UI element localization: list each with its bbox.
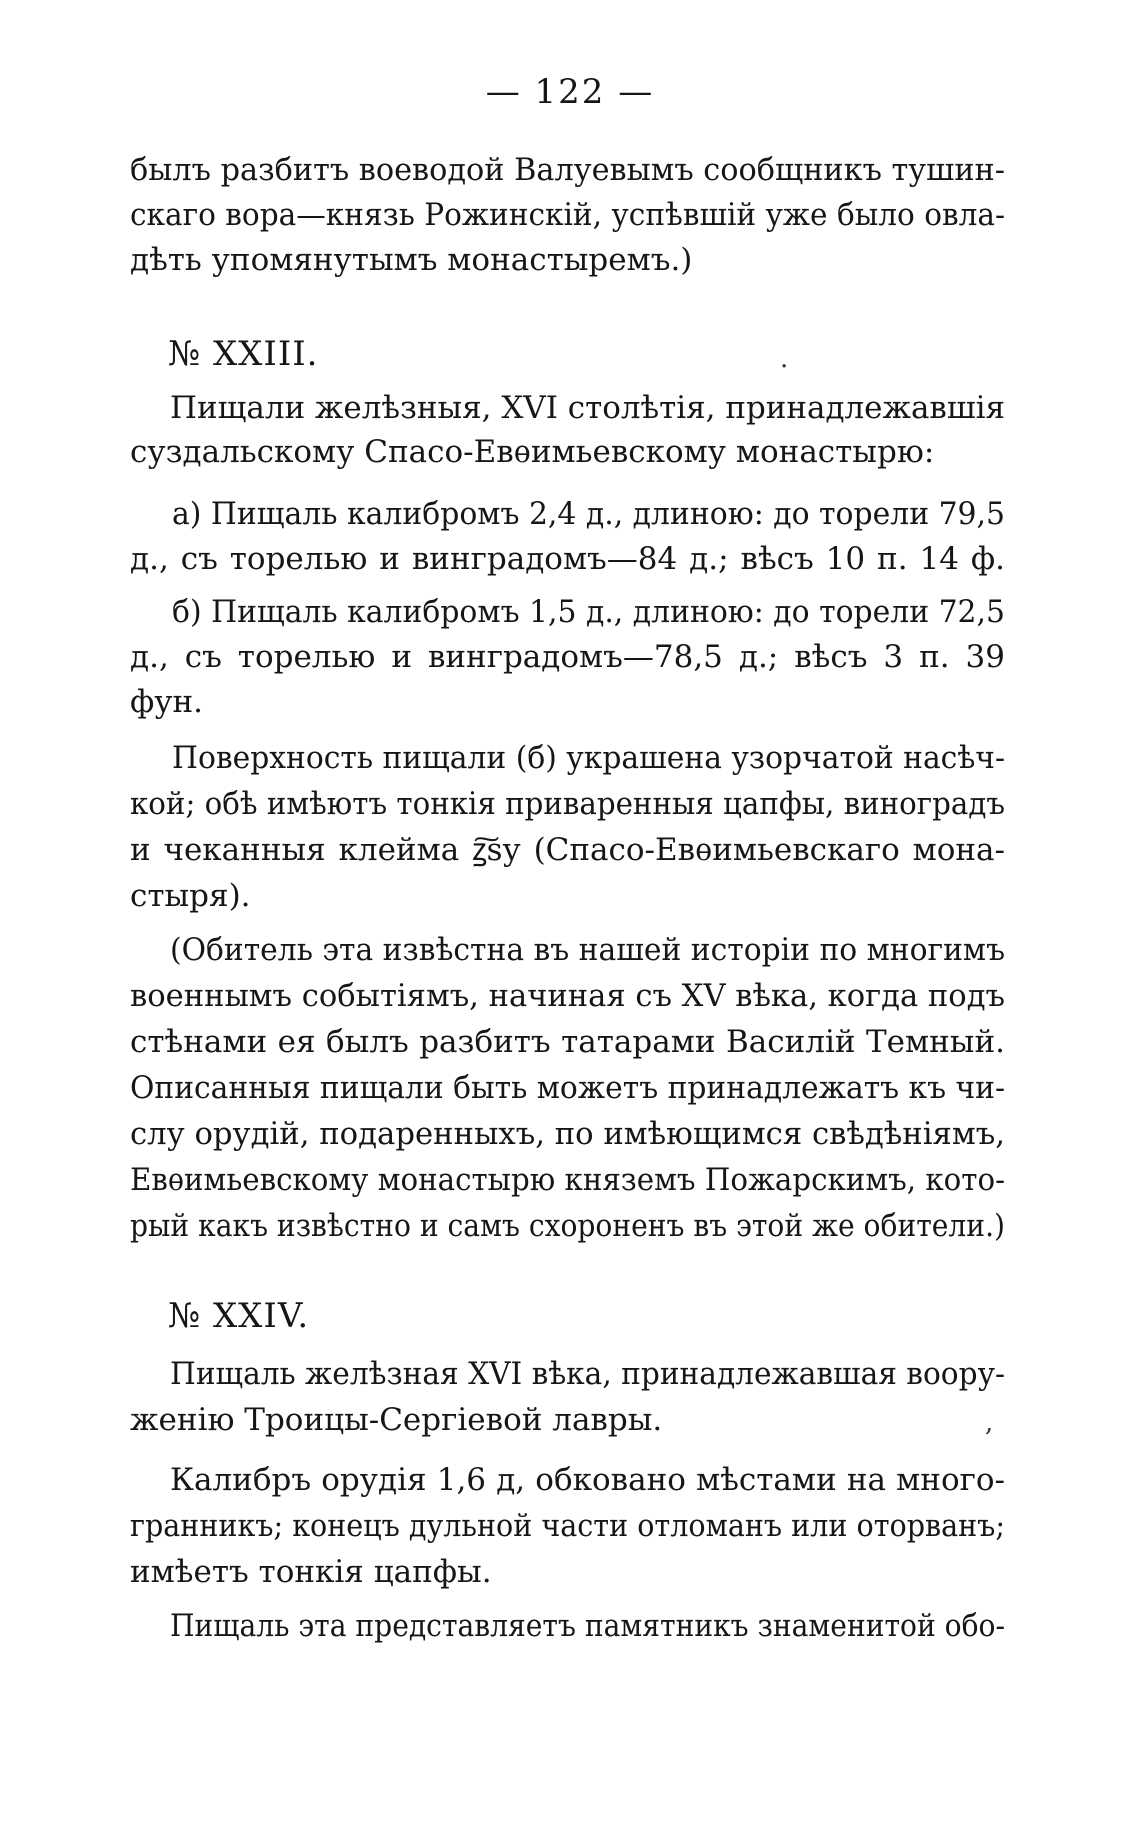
text-line: скаго вора—князь Рожинскій, успѣвшій уже было овла-	[130, 197, 1005, 233]
text-line: (Обитель эта извѣстна въ нашей исторіи по многимъ	[170, 932, 1005, 968]
page-number: — 122 —	[485, 72, 655, 112]
text-line: военнымъ событіямъ, начиная съ XV вѣка, когда подъ	[130, 978, 1005, 1014]
text-line: Пищали желѣзныя, XVI столѣтія, принадлежавшія	[170, 390, 1005, 426]
stray-comma: ,	[985, 1408, 994, 1438]
text-line: б) Пищаль калибромъ 1,5 д., длиною: до торели 72,5	[172, 594, 1005, 630]
text-line: гранникъ; конецъ дульной части отломанъ или оторванъ;	[130, 1508, 1005, 1544]
text-line: дѣть упомянутымъ монастыремъ.)	[130, 242, 693, 278]
text-line: а) Пищаль калибромъ 2,4 д., длиною: до торели 79,5	[172, 496, 1005, 532]
text-line: Пищаль эта представляетъ памятникъ знаменитой обо-	[170, 1608, 1005, 1644]
text-line: стѣнами ея былъ разбитъ татарами Василій Темный.	[130, 1024, 1005, 1060]
text-line: Калибръ орудія 1,6 д, обковано мѣстами на много-	[170, 1462, 1005, 1498]
text-line: д., съ торелью и винградомъ—84 д.; вѣсъ 10 п. 14 ф.	[130, 541, 1005, 577]
text-line: былъ разбитъ воеводой Валуевымъ сообщникъ тушин-	[130, 152, 1005, 188]
stray-dot: ·	[780, 352, 789, 382]
text-line: слу орудій, подаренныхъ, по имѣющимся свѣдѣніямъ,	[130, 1116, 1005, 1152]
text-line: Поверхность пищали (б) украшена узорчатой насѣч-	[172, 740, 1005, 776]
text-line: кой; обѣ имѣютъ тонкія приваренныя цапфы, виноградъ	[130, 786, 1005, 822]
text-line: стыря).	[130, 878, 251, 914]
text-line: имѣетъ тонкія цапфы.	[130, 1554, 492, 1590]
text-line: суздальскому Спасо-Евѳимьевскому монастырю:	[130, 434, 935, 470]
section-heading-xxiii: № XXIII.	[168, 334, 319, 374]
text-line: и чеканныя клейма ꙁ͠ѕу (Спасо-Евѳимьевскаго мона-	[130, 832, 1005, 868]
text-line: Евѳимьевскому монастырю княземъ Пожарскимъ, кото-	[130, 1162, 1005, 1198]
text-line: Описанныя пищали быть можетъ принадлежатъ къ чи-	[130, 1070, 1005, 1106]
text-line: рый какъ извѣстно и самъ схороненъ въ этой же обители.)	[130, 1208, 1005, 1244]
text-line: Пищаль желѣзная XVI вѣка, принадлежавшая воору-	[170, 1356, 1005, 1392]
text-line: д., съ торелью и винградомъ—78,5 д.; вѣсъ 3 п. 39	[130, 639, 1005, 675]
section-heading-xxiv: № XXIV.	[168, 1296, 310, 1336]
text-line: женію Троицы-Сергіевой лавры.	[130, 1402, 663, 1438]
text-line: фун.	[130, 684, 204, 720]
